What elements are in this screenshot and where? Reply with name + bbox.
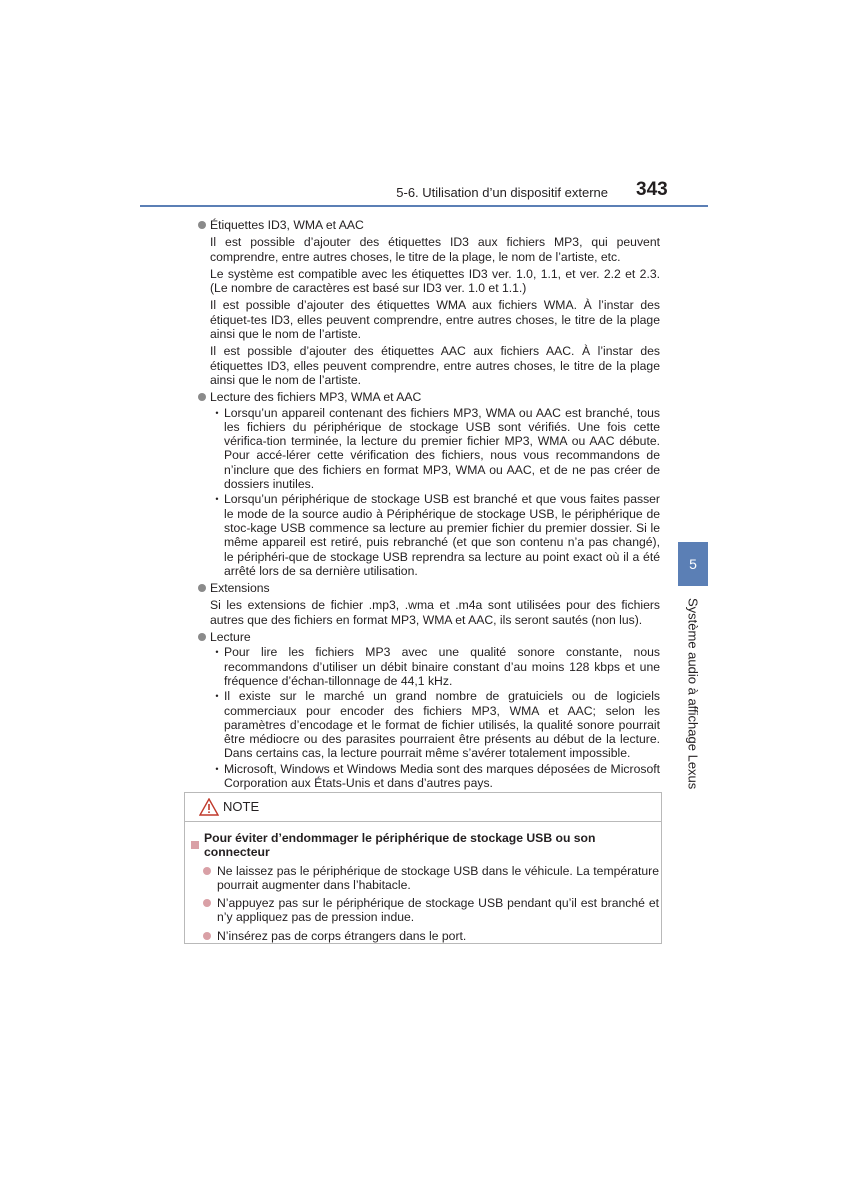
list-item <box>210 689 660 760</box>
chapter-tab[interactable] <box>678 542 708 586</box>
note-item-text: Ne laissez pas le périphérique de stockage USB dans le véhicule. La température pourrait augmenter dans l’habitacle. <box>217 863 659 892</box>
list-item <box>210 492 660 578</box>
main-content <box>198 215 660 790</box>
list-item-text: Microsoft, Windows et Windows Media sont des marques déposées de Microsoft Corporation aux États-Unis et dans d’autres pays. <box>224 761 660 790</box>
list-item <box>210 406 660 492</box>
square-bullet-icon <box>191 841 199 849</box>
list-dot-icon: • <box>215 494 219 505</box>
section-heading <box>198 581 660 595</box>
list-dot-icon: • <box>215 407 219 418</box>
note-heading <box>191 831 659 860</box>
list-dot-icon: • <box>215 763 219 774</box>
section-header-title: 5-6. Utilisation d’un dispositif externe <box>396 185 608 200</box>
list-dot-icon: • <box>215 691 219 702</box>
bullet-icon <box>203 867 211 875</box>
header-divider <box>140 205 708 207</box>
list-item-text: Lorsqu’un appareil contenant des fichiers MP3, WMA ou AAC est branché, tous les fichiers du périphérique de stockage USB sont vérifiés. Une fois cette vérifica-tion terminée, la lecture du premier fichier MP3, WMA ou AAC débute. Pour accé-lérer cette vérification des fichiers, nous vous recommandons de n’inclure que des fichiers en format MP3, WMA ou AAC, et de ne pas créer de dossiers inutiles. <box>224 405 660 492</box>
list-dot-icon: • <box>215 647 219 658</box>
bullet-icon <box>198 221 206 229</box>
chapter-title: Système audio à affichage Lexus <box>685 598 701 790</box>
list-item <box>210 645 660 688</box>
note-box <box>184 792 662 944</box>
list-item-text: Il existe sur le marché un grand nombre de gratuiciels ou de logiciels commerciaux pour encoder des fichiers MP3, WMA et AAC; selon les paramètres d’encodage et le format de fichier utilisés, la qualité sonore pourrait être médiocre ou des parasites pourraient être présents au début de la lecture. Dans certains cas, la lecture pourrait même s’avérer totalement impossible. <box>224 689 660 761</box>
section-heading <box>198 390 660 404</box>
warning-triangle-icon <box>199 798 219 816</box>
note-header <box>185 793 661 822</box>
chapter-side-label <box>678 598 708 798</box>
paragraph: Si les extensions de fichier .mp3, .wma et .m4a sont utilisées pour des fichiers autres que des fichiers en format MP3, WMA et AAC, ils seront sautés (non lus). <box>210 598 660 627</box>
section-heading <box>198 630 660 644</box>
paragraph: Il est possible d’ajouter des étiquettes ID3 aux fichiers MP3, qui peuvent comprendre, entre autres choses, le titre de la plage, le nom de l’artiste, etc. <box>210 235 660 264</box>
list-item-text: Pour lire les fichiers MP3 avec une qualité sonore constante, nous recommandons d’utiliser un débit binaire constant d’au moins 128 kbps et une fréquence d’échan-tillonnage de 44,1 kHz. <box>224 645 660 688</box>
section-title: Étiquettes ID3, WMA et AAC <box>210 218 364 232</box>
bullet-icon <box>203 899 211 907</box>
bullet-icon <box>198 393 206 401</box>
paragraph: Le système est compatible avec les étiquettes ID3 ver. 1.0, 1.1, et ver. 2.2 et 2.3. (Le nombre de caractères est basé sur ID3 ver. 1.0 et 1.1.) <box>210 266 660 296</box>
chapter-number: 5 <box>689 556 697 572</box>
bullet-icon <box>203 932 211 940</box>
note-label: NOTE <box>223 799 260 814</box>
note-item <box>203 929 659 943</box>
paragraph: Il est possible d’ajouter des étiquettes AAC aux fichiers AAC. À l’instar des étiquettes ID3, elles peuvent comprendre, entre autres choses, le titre de la plage ainsi que le nom de l’artiste. <box>210 344 660 387</box>
note-heading-text: Pour éviter d’endommager le périphérique de stockage USB ou son connecteur <box>204 831 596 860</box>
section-title: Lecture des fichiers MP3, WMA et AAC <box>210 390 422 405</box>
note-body <box>191 831 659 943</box>
list-item-text: Lorsqu’un périphérique de stockage USB est branché et que vous faites passer le mode de la source audio à Périphérique de stockage USB, le périphérique de stoc-kage USB commence sa lecture au premier fichier du premier dossier. Si le même appareil est retiré, puis rebranché (et que son contenu n’a pas changé), le périphéri-que de stockage USB reprendra sa lecture au point exact où il a été arrêté lors de sa dernière utilisation. <box>224 492 660 578</box>
section-title: Extensions <box>210 581 270 596</box>
paragraph: Il est possible d’ajouter des étiquettes WMA aux fichiers WMA. À l’instar des étiquet-tes ID3, elles peuvent comprendre, entre autres choses, le titre de la plage ainsi que le nom de l’artiste. <box>210 298 660 342</box>
section-title: Lecture <box>210 630 251 645</box>
page-number: 343 <box>636 179 668 200</box>
note-item-text: N’appuyez pas sur le périphérique de stockage USB pendant qu’il est branché et n’y appliquez pas de pression indue. <box>217 896 659 925</box>
bullet-icon <box>198 633 206 641</box>
note-item-text: N’insérez pas de corps étrangers dans le port. <box>217 928 467 943</box>
list-item <box>210 762 660 791</box>
section-heading <box>198 218 660 232</box>
note-item <box>203 864 659 893</box>
note-item <box>203 896 659 925</box>
bullet-icon <box>198 584 206 592</box>
